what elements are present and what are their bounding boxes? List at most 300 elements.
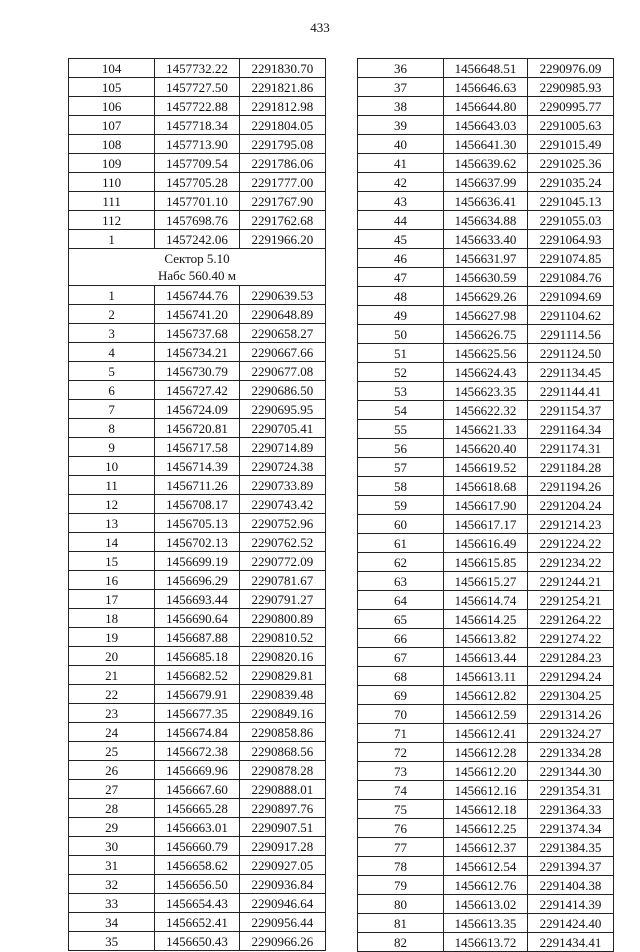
y-coordinate-cell: 2290648.89 <box>239 305 325 324</box>
table-row <box>358 135 614 154</box>
y-coordinate-cell: 2290791.27 <box>239 590 325 609</box>
table-row <box>358 173 614 192</box>
x-coordinate-cell: 1456717.58 <box>155 438 239 457</box>
point-number-cell: 47 <box>358 268 444 287</box>
point-number-cell: 23 <box>69 704 155 723</box>
y-coordinate-cell: 2291174.31 <box>528 439 614 458</box>
point-number-cell: 79 <box>358 876 444 895</box>
y-coordinate-cell: 2290705.41 <box>239 419 325 438</box>
table-row <box>69 837 326 856</box>
table-row <box>358 610 614 629</box>
x-coordinate-cell: 1456613.72 <box>444 933 528 952</box>
table-row <box>358 572 614 591</box>
table-row <box>69 875 326 894</box>
table-row <box>358 800 614 819</box>
table-row <box>69 932 326 951</box>
point-number-cell: 34 <box>69 913 155 932</box>
y-coordinate-cell: 2290878.28 <box>239 761 325 780</box>
table-row <box>358 477 614 496</box>
point-number-cell: 33 <box>69 894 155 913</box>
table-row <box>69 97 326 116</box>
x-coordinate-cell: 1456650.43 <box>155 932 239 951</box>
point-number-cell: 70 <box>358 705 444 724</box>
y-coordinate-cell: 2290714.89 <box>239 438 325 457</box>
point-number-cell: 49 <box>358 306 444 325</box>
table-row <box>358 382 614 401</box>
y-coordinate-cell: 2291074.85 <box>528 249 614 268</box>
x-coordinate-cell: 1456624.43 <box>444 363 528 382</box>
point-number-cell: 58 <box>358 477 444 496</box>
y-coordinate-cell: 2291966.20 <box>239 230 325 249</box>
point-number-cell: 57 <box>358 458 444 477</box>
point-number-cell: 64 <box>358 591 444 610</box>
table-row <box>358 249 614 268</box>
table-row <box>69 533 326 552</box>
y-coordinate-cell: 2291767.90 <box>239 192 325 211</box>
point-number-cell: 44 <box>358 211 444 230</box>
x-coordinate-cell: 1456613.82 <box>444 629 528 648</box>
point-number-cell: 22 <box>69 685 155 704</box>
table-row <box>69 400 326 419</box>
y-coordinate-cell: 2291124.50 <box>528 344 614 363</box>
table-row <box>358 895 614 914</box>
x-coordinate-cell: 1456612.16 <box>444 781 528 800</box>
point-number-cell: 31 <box>69 856 155 875</box>
table-row <box>69 59 326 78</box>
y-coordinate-cell: 2291374.34 <box>528 819 614 838</box>
y-coordinate-cell: 2290936.84 <box>239 875 325 894</box>
table-row <box>358 287 614 306</box>
sector-header <box>69 249 326 286</box>
y-coordinate-cell: 2291025.36 <box>528 154 614 173</box>
point-number-cell: 45 <box>358 230 444 249</box>
x-coordinate-cell: 1456702.13 <box>155 533 239 552</box>
y-coordinate-cell: 2290956.44 <box>239 913 325 932</box>
x-coordinate-cell: 1456730.79 <box>155 362 239 381</box>
point-number-cell: 56 <box>358 439 444 458</box>
y-coordinate-cell: 2291795.08 <box>239 135 325 154</box>
x-coordinate-cell: 1456619.52 <box>444 458 528 477</box>
y-coordinate-cell: 2290917.28 <box>239 837 325 856</box>
x-coordinate-cell: 1456618.68 <box>444 477 528 496</box>
table-row <box>69 913 326 932</box>
x-coordinate-cell: 1456636.41 <box>444 192 528 211</box>
table-row <box>69 780 326 799</box>
y-coordinate-cell: 2290946.64 <box>239 894 325 913</box>
x-coordinate-cell: 1456669.96 <box>155 761 239 780</box>
y-coordinate-cell: 2291264.22 <box>528 610 614 629</box>
y-coordinate-cell: 2291204.24 <box>528 496 614 515</box>
point-number-cell: 104 <box>69 59 155 78</box>
x-coordinate-cell: 1456687.88 <box>155 628 239 647</box>
point-number-cell: 81 <box>358 914 444 933</box>
x-coordinate-cell: 1456629.26 <box>444 287 528 306</box>
y-coordinate-cell: 2290897.76 <box>239 799 325 818</box>
y-coordinate-cell: 2291005.63 <box>528 116 614 135</box>
y-coordinate-cell: 2290733.89 <box>239 476 325 495</box>
x-coordinate-cell: 1457713.90 <box>155 135 239 154</box>
table-row <box>358 648 614 667</box>
y-coordinate-cell: 2291304.25 <box>528 686 614 705</box>
x-coordinate-cell: 1456711.26 <box>155 476 239 495</box>
y-coordinate-cell: 2291294.24 <box>528 667 614 686</box>
point-number-cell: 110 <box>69 173 155 192</box>
x-coordinate-cell: 1456614.74 <box>444 591 528 610</box>
table-row <box>69 173 326 192</box>
x-coordinate-cell: 1456744.76 <box>155 286 239 305</box>
x-coordinate-cell: 1456660.79 <box>155 837 239 856</box>
table-row <box>69 324 326 343</box>
table-row <box>69 286 326 305</box>
x-coordinate-cell: 1456696.29 <box>155 571 239 590</box>
table-row <box>69 514 326 533</box>
x-coordinate-cell: 1456654.43 <box>155 894 239 913</box>
x-coordinate-cell: 1457705.28 <box>155 173 239 192</box>
y-coordinate-cell: 2291055.03 <box>528 211 614 230</box>
y-coordinate-cell: 2291777.00 <box>239 173 325 192</box>
x-coordinate-cell: 1456630.59 <box>444 268 528 287</box>
point-number-cell: 36 <box>358 59 444 78</box>
x-coordinate-cell: 1456643.03 <box>444 116 528 135</box>
y-coordinate-cell: 2290820.16 <box>239 647 325 666</box>
table-row <box>358 458 614 477</box>
point-number-cell: 63 <box>358 572 444 591</box>
table-row <box>358 629 614 648</box>
coordinates-table-left <box>68 58 326 951</box>
y-coordinate-cell: 2290800.89 <box>239 609 325 628</box>
point-number-cell: 17 <box>69 590 155 609</box>
y-coordinate-cell: 2290752.96 <box>239 514 325 533</box>
y-coordinate-cell: 2291104.62 <box>528 306 614 325</box>
x-coordinate-cell: 1456612.76 <box>444 876 528 895</box>
y-coordinate-cell: 2290686.50 <box>239 381 325 400</box>
table-row <box>358 914 614 933</box>
table-row <box>358 686 614 705</box>
table-row <box>69 495 326 514</box>
x-coordinate-cell: 1456639.62 <box>444 154 528 173</box>
table-row <box>358 78 614 97</box>
point-number-cell: 40 <box>358 135 444 154</box>
x-coordinate-cell: 1456734.21 <box>155 343 239 362</box>
page-number: 433 <box>310 20 330 35</box>
y-coordinate-cell: 2291344.30 <box>528 762 614 781</box>
point-number-cell: 53 <box>358 382 444 401</box>
table-row <box>69 894 326 913</box>
point-number-cell: 8 <box>69 419 155 438</box>
x-coordinate-cell: 1456724.09 <box>155 400 239 419</box>
table-row <box>69 457 326 476</box>
y-coordinate-cell: 2291812.98 <box>239 97 325 116</box>
x-coordinate-cell: 1456613.11 <box>444 667 528 686</box>
table-row <box>358 515 614 534</box>
y-coordinate-cell: 2290849.16 <box>239 704 325 723</box>
table-row <box>69 818 326 837</box>
sector-name: Сектор 5.10 <box>164 251 230 266</box>
point-number-cell: 18 <box>69 609 155 628</box>
y-coordinate-cell: 2291830.70 <box>239 59 325 78</box>
table-row <box>69 381 326 400</box>
point-number-cell: 12 <box>69 495 155 514</box>
x-coordinate-cell: 1456648.51 <box>444 59 528 78</box>
table-row <box>358 781 614 800</box>
point-number-cell: 106 <box>69 97 155 116</box>
point-number-cell: 76 <box>358 819 444 838</box>
x-coordinate-cell: 1456613.44 <box>444 648 528 667</box>
y-coordinate-cell: 2291045.13 <box>528 192 614 211</box>
table-row <box>358 306 614 325</box>
point-number-cell: 71 <box>358 724 444 743</box>
x-coordinate-cell: 1456631.97 <box>444 249 528 268</box>
x-coordinate-cell: 1456613.02 <box>444 895 528 914</box>
y-coordinate-cell: 2290695.95 <box>239 400 325 419</box>
x-coordinate-cell: 1457722.88 <box>155 97 239 116</box>
point-number-cell: 21 <box>69 666 155 685</box>
x-coordinate-cell: 1456617.17 <box>444 515 528 534</box>
table-row <box>69 135 326 154</box>
y-coordinate-cell: 2290985.93 <box>528 78 614 97</box>
table-row <box>69 362 326 381</box>
table-row <box>69 154 326 173</box>
x-coordinate-cell: 1456617.90 <box>444 496 528 515</box>
y-coordinate-cell: 2290724.38 <box>239 457 325 476</box>
x-coordinate-cell: 1456612.82 <box>444 686 528 705</box>
x-coordinate-cell: 1456663.01 <box>155 818 239 837</box>
y-coordinate-cell: 2291144.41 <box>528 382 614 401</box>
x-coordinate-cell: 1456720.81 <box>155 419 239 438</box>
y-coordinate-cell: 2291094.69 <box>528 287 614 306</box>
table-row <box>358 439 614 458</box>
table-row <box>69 856 326 875</box>
point-number-cell: 29 <box>69 818 155 837</box>
point-number-cell: 5 <box>69 362 155 381</box>
y-coordinate-cell: 2291194.26 <box>528 477 614 496</box>
table-row <box>358 838 614 857</box>
y-coordinate-cell: 2291804.05 <box>239 116 325 135</box>
y-coordinate-cell: 2291434.41 <box>528 933 614 952</box>
x-coordinate-cell: 1456685.18 <box>155 647 239 666</box>
x-coordinate-cell: 1457709.54 <box>155 154 239 173</box>
point-number-cell: 9 <box>69 438 155 457</box>
point-number-cell: 69 <box>358 686 444 705</box>
point-number-cell: 14 <box>69 533 155 552</box>
point-number-cell: 3 <box>69 324 155 343</box>
point-number-cell: 26 <box>69 761 155 780</box>
table-row <box>69 476 326 495</box>
y-coordinate-cell: 2291284.23 <box>528 648 614 667</box>
x-coordinate-cell: 1457732.22 <box>155 59 239 78</box>
x-coordinate-cell: 1456665.28 <box>155 799 239 818</box>
table-row <box>358 344 614 363</box>
x-coordinate-cell: 1456705.13 <box>155 514 239 533</box>
point-number-cell: 112 <box>69 211 155 230</box>
y-coordinate-cell: 2291404.38 <box>528 876 614 895</box>
y-coordinate-cell: 2290743.42 <box>239 495 325 514</box>
point-number-cell: 55 <box>358 420 444 439</box>
x-coordinate-cell: 1456634.88 <box>444 211 528 230</box>
point-number-cell: 59 <box>358 496 444 515</box>
point-number-cell: 19 <box>69 628 155 647</box>
point-number-cell: 61 <box>358 534 444 553</box>
table-row <box>358 116 614 135</box>
x-coordinate-cell: 1456627.98 <box>444 306 528 325</box>
x-coordinate-cell: 1456727.42 <box>155 381 239 400</box>
point-number-cell: 42 <box>358 173 444 192</box>
point-number-cell: 74 <box>358 781 444 800</box>
x-coordinate-cell: 1456693.44 <box>155 590 239 609</box>
y-coordinate-cell: 2290772.09 <box>239 552 325 571</box>
x-coordinate-cell: 1456612.37 <box>444 838 528 857</box>
x-coordinate-cell: 1456714.39 <box>155 457 239 476</box>
y-coordinate-cell: 2291354.31 <box>528 781 614 800</box>
point-number-cell: 107 <box>69 116 155 135</box>
table-row <box>69 723 326 742</box>
x-coordinate-cell: 1456612.25 <box>444 819 528 838</box>
table-row <box>358 230 614 249</box>
y-coordinate-cell: 2291334.28 <box>528 743 614 762</box>
x-coordinate-cell: 1457701.10 <box>155 192 239 211</box>
x-coordinate-cell: 1456612.20 <box>444 762 528 781</box>
table-row <box>69 211 326 230</box>
table-row <box>358 97 614 116</box>
x-coordinate-cell: 1456656.50 <box>155 875 239 894</box>
x-coordinate-cell: 1456623.35 <box>444 382 528 401</box>
x-coordinate-cell: 1456614.25 <box>444 610 528 629</box>
x-coordinate-cell: 1456658.62 <box>155 856 239 875</box>
y-coordinate-cell: 2291114.56 <box>528 325 614 344</box>
table-row <box>358 420 614 439</box>
point-number-cell: 4 <box>69 343 155 362</box>
x-coordinate-cell: 1456613.35 <box>444 914 528 933</box>
table-row <box>358 401 614 420</box>
x-coordinate-cell: 1456615.27 <box>444 572 528 591</box>
y-coordinate-cell: 2291314.26 <box>528 705 614 724</box>
table-row <box>358 819 614 838</box>
table-row <box>69 685 326 704</box>
y-coordinate-cell: 2291064.93 <box>528 230 614 249</box>
table-row <box>358 534 614 553</box>
x-coordinate-cell: 1456672.38 <box>155 742 239 761</box>
y-coordinate-cell: 2290658.27 <box>239 324 325 343</box>
y-coordinate-cell: 2290781.67 <box>239 571 325 590</box>
point-number-cell: 43 <box>358 192 444 211</box>
x-coordinate-cell: 1456612.28 <box>444 743 528 762</box>
point-number-cell: 66 <box>358 629 444 648</box>
table-row <box>69 590 326 609</box>
point-number-cell: 16 <box>69 571 155 590</box>
table-row <box>69 628 326 647</box>
y-coordinate-cell: 2291384.35 <box>528 838 614 857</box>
y-coordinate-cell: 2290762.52 <box>239 533 325 552</box>
x-coordinate-cell: 1456612.54 <box>444 857 528 876</box>
table-row <box>358 876 614 895</box>
point-number-cell: 109 <box>69 154 155 173</box>
table-row <box>358 724 614 743</box>
y-coordinate-cell: 2291234.22 <box>528 553 614 572</box>
point-number-cell: 60 <box>358 515 444 534</box>
table-row <box>358 59 614 78</box>
x-coordinate-cell: 1457242.06 <box>155 230 239 249</box>
table-row <box>69 78 326 97</box>
table-row <box>358 363 614 382</box>
point-number-cell: 48 <box>358 287 444 306</box>
y-coordinate-cell: 2290995.77 <box>528 97 614 116</box>
point-number-cell: 13 <box>69 514 155 533</box>
y-coordinate-cell: 2290839.48 <box>239 685 325 704</box>
y-coordinate-cell: 2291134.45 <box>528 363 614 382</box>
x-coordinate-cell: 1456652.41 <box>155 913 239 932</box>
point-number-cell: 11 <box>69 476 155 495</box>
y-coordinate-cell: 2291154.37 <box>528 401 614 420</box>
table-row <box>358 591 614 610</box>
x-coordinate-cell: 1456667.60 <box>155 780 239 799</box>
x-coordinate-cell: 1456616.49 <box>444 534 528 553</box>
x-coordinate-cell: 1456674.84 <box>155 723 239 742</box>
table-row <box>69 116 326 135</box>
table-row <box>358 705 614 724</box>
x-coordinate-cell: 1456737.68 <box>155 324 239 343</box>
y-coordinate-cell: 2291394.37 <box>528 857 614 876</box>
point-number-cell: 38 <box>358 97 444 116</box>
point-number-cell: 65 <box>358 610 444 629</box>
y-coordinate-cell: 2290667.66 <box>239 343 325 362</box>
y-coordinate-cell: 2290868.56 <box>239 742 325 761</box>
x-coordinate-cell: 1456641.30 <box>444 135 528 154</box>
point-number-cell: 30 <box>69 837 155 856</box>
y-coordinate-cell: 2290858.86 <box>239 723 325 742</box>
y-coordinate-cell: 2290888.01 <box>239 780 325 799</box>
table-row <box>69 192 326 211</box>
x-coordinate-cell: 1456699.19 <box>155 552 239 571</box>
point-number-cell: 108 <box>69 135 155 154</box>
point-number-cell: 51 <box>358 344 444 363</box>
point-number-cell: 77 <box>358 838 444 857</box>
x-coordinate-cell: 1457698.76 <box>155 211 239 230</box>
point-number-cell: 78 <box>358 857 444 876</box>
y-coordinate-cell: 2291254.21 <box>528 591 614 610</box>
x-coordinate-cell: 1456644.80 <box>444 97 528 116</box>
x-coordinate-cell: 1456690.64 <box>155 609 239 628</box>
table-row <box>358 933 614 952</box>
point-number-cell: 62 <box>358 553 444 572</box>
x-coordinate-cell: 1456682.52 <box>155 666 239 685</box>
x-coordinate-cell: 1456625.56 <box>444 344 528 363</box>
y-coordinate-cell: 2291274.22 <box>528 629 614 648</box>
point-number-cell: 20 <box>69 647 155 666</box>
table-row <box>69 419 326 438</box>
y-coordinate-cell: 2291786.06 <box>239 154 325 173</box>
x-coordinate-cell: 1456646.63 <box>444 78 528 97</box>
x-coordinate-cell: 1456637.99 <box>444 173 528 192</box>
table-row <box>69 704 326 723</box>
point-number-cell: 6 <box>69 381 155 400</box>
table-row <box>69 666 326 685</box>
x-coordinate-cell: 1456612.59 <box>444 705 528 724</box>
point-number-cell: 52 <box>358 363 444 382</box>
point-number-cell: 73 <box>358 762 444 781</box>
point-number-cell: 82 <box>358 933 444 952</box>
table-row <box>69 552 326 571</box>
y-coordinate-cell: 2291214.23 <box>528 515 614 534</box>
table-row <box>358 154 614 173</box>
point-number-cell: 68 <box>358 667 444 686</box>
x-coordinate-cell: 1456622.32 <box>444 401 528 420</box>
y-coordinate-cell: 2291184.28 <box>528 458 614 477</box>
y-coordinate-cell: 2290976.09 <box>528 59 614 78</box>
point-number-cell: 2 <box>69 305 155 324</box>
table-row <box>69 343 326 362</box>
x-coordinate-cell: 1456708.17 <box>155 495 239 514</box>
x-coordinate-cell: 1456620.40 <box>444 439 528 458</box>
